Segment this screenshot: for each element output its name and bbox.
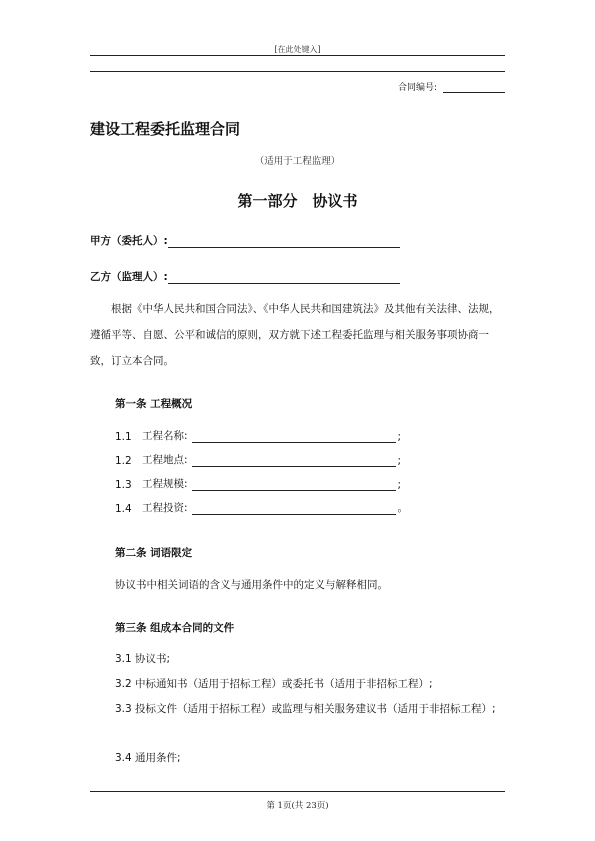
part-title: 第一部分 协议书	[237, 192, 358, 210]
item-label: 工程地点:	[142, 454, 188, 466]
item-number: 1.1	[115, 431, 132, 443]
party-a-blank[interactable]	[168, 236, 400, 248]
article-1-item	[115, 428, 401, 443]
party-a-line	[90, 233, 400, 248]
item-number: 1.2	[115, 455, 132, 467]
project-investment-blank[interactable]	[192, 503, 396, 515]
document-subtitle: （适用于工程监理）	[254, 156, 341, 167]
project-scale-blank[interactable]	[192, 479, 396, 491]
article-1-item	[115, 476, 401, 491]
page-footer: 第 1页(共 23页)	[266, 801, 329, 811]
article-3-item: 3.4 通用条件;	[115, 752, 181, 764]
article-1-heading: 第一条 工程概况	[115, 398, 193, 410]
party-b-line	[90, 269, 400, 284]
article-2-text: 协议书中相关词语的含义与通用条件中的定义与解释相同。	[115, 579, 388, 591]
item-label: 工程投资:	[142, 502, 188, 514]
document-title: 建设工程委托监理合同	[90, 120, 241, 138]
party-a-label: 甲方（委托人）:	[90, 235, 168, 247]
article-1-item	[115, 452, 401, 467]
party-b-label: 乙方（监理人）:	[90, 271, 168, 283]
project-name-blank[interactable]	[192, 431, 396, 443]
item-end: ;	[397, 431, 402, 443]
item-end: ;	[397, 455, 402, 467]
item-number: 1.4	[115, 503, 132, 515]
page-header: [在此处键入]	[274, 45, 321, 54]
item-label: 工程名称:	[142, 430, 188, 442]
article-3-item: 3.3 投标文件（适用于招标工程）或监理与相关服务建议书（适用于非招标工程）;	[115, 703, 496, 715]
item-end: ;	[397, 479, 402, 491]
project-location-blank[interactable]	[192, 455, 396, 467]
party-b-blank[interactable]	[168, 272, 400, 284]
contract-number-label: 合同编号:	[397, 83, 437, 93]
header-rule	[90, 55, 505, 56]
item-end: 。	[397, 502, 409, 514]
article-3-item: 3.2 中标通知书（适用于招标工程）或委托书（适用于非招标工程）;	[115, 678, 433, 690]
contract-number-blank[interactable]	[443, 83, 505, 93]
article-2-heading: 第二条 词语限定	[115, 547, 193, 559]
intro-paragraph: 根据《中华人民共和国合同法》、《中华人民共和国建筑法》及其他有关法律、法规，遵循平等、自愿、公平和诚信的原则，双方就下述工程委托监理与相关服务事项协商一致，订立本合同。	[90, 303, 500, 367]
article-3-item: 3.1 协议书;	[115, 653, 171, 665]
item-number: 1.3	[115, 479, 132, 491]
footer-rule	[90, 791, 505, 792]
contract-number-field	[398, 80, 505, 93]
article-1-item	[115, 500, 408, 515]
item-label: 工程规模:	[142, 478, 188, 490]
article-3-heading: 第三条 组成本合同的文件	[115, 622, 235, 634]
header-rule-lower	[90, 71, 505, 72]
